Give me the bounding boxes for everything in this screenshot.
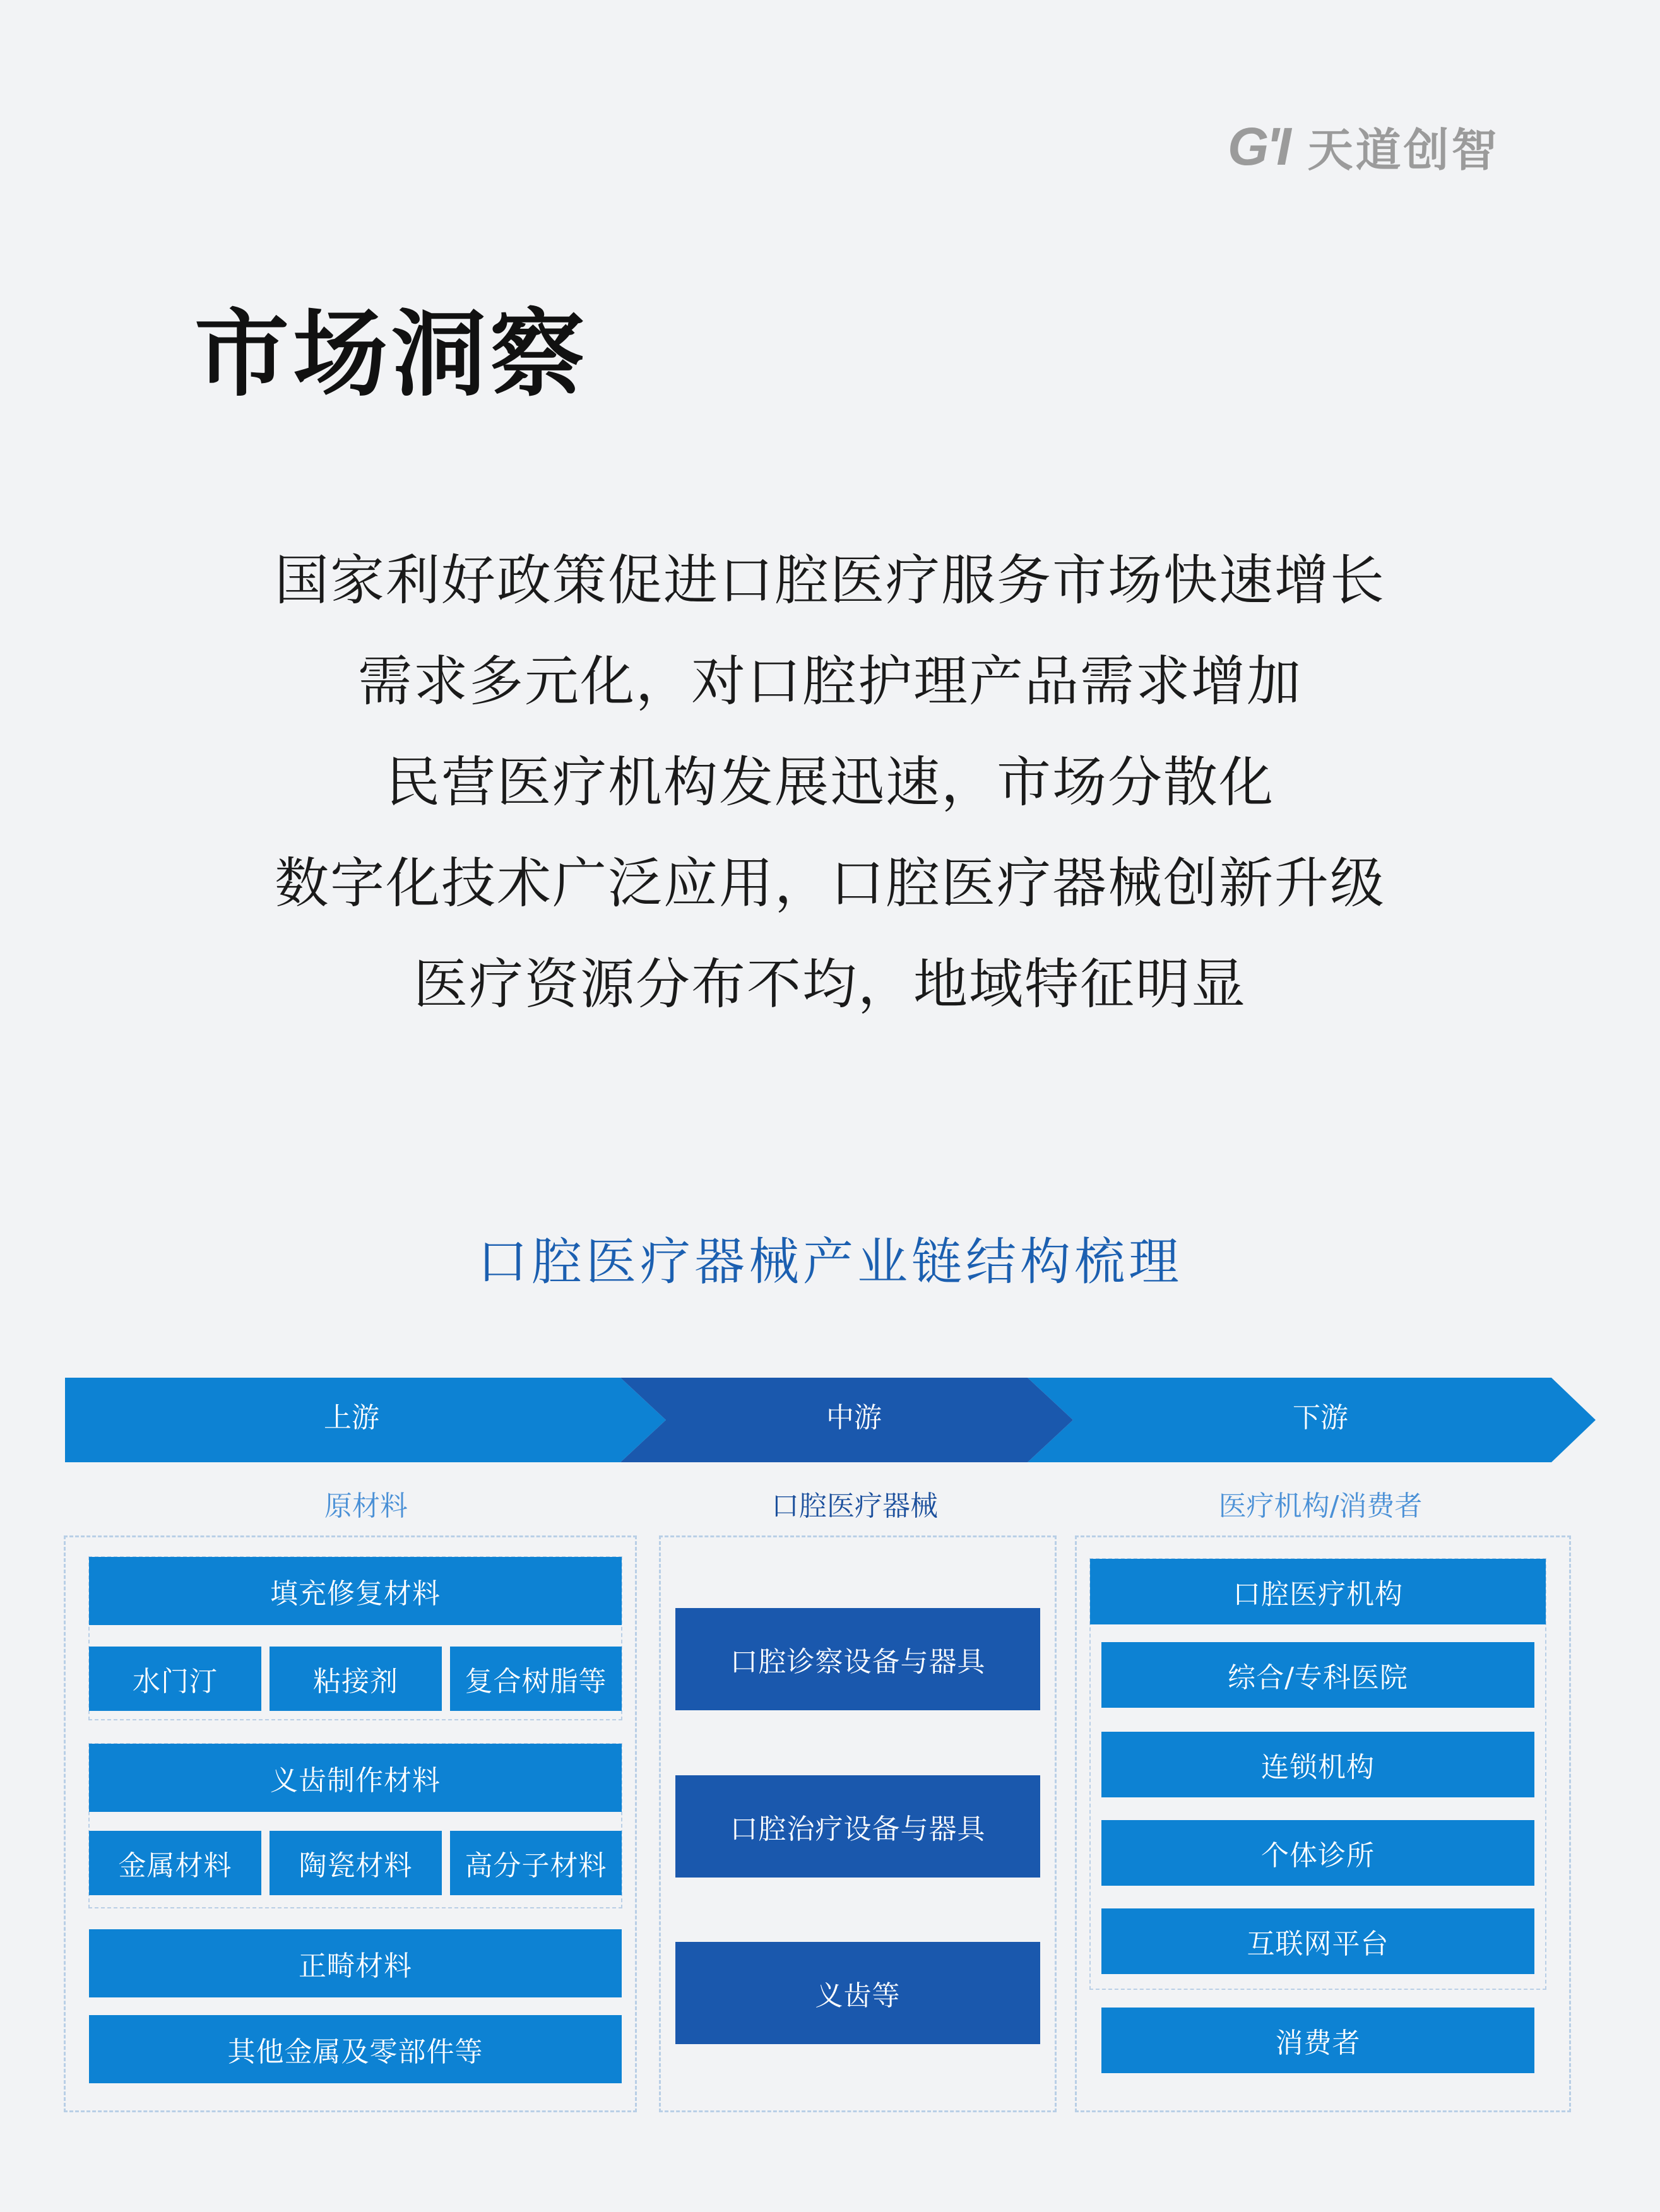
brand-name: 天道创智 (1307, 124, 1500, 177)
material-item: 粘接剂 (270, 1647, 442, 1711)
treatment-equipment-box: 口腔治疗设备与器具 (675, 1775, 1040, 1878)
dental-institutions-header: 口腔医疗机构 (1090, 1559, 1546, 1624)
page-title: 市场洞察 (194, 300, 589, 410)
stage-midstream: 中游 (826, 1402, 882, 1434)
insight-line: 数字化技术广泛应用，口腔医疗器械创新升级 (275, 852, 1385, 915)
denture-materials-header: 义齿制作材料 (89, 1744, 622, 1812)
material-item: 陶瓷材料 (270, 1831, 442, 1895)
other-metals-box: 其他金属及零部件等 (89, 2015, 622, 2083)
material-item: 高分子材料 (450, 1831, 622, 1895)
category-dental-devices: 口腔医疗器械 (771, 1490, 938, 1522)
institution-item: 连锁机构 (1101, 1732, 1534, 1797)
institution-item: 互联网平台 (1101, 1908, 1534, 1974)
insight-line: 国家利好政策促进口腔医疗服务市场快速增长 (275, 549, 1385, 612)
insight-line: 医疗资源分布不均，地域特征明显 (413, 953, 1247, 1016)
dentures-box: 义齿等 (675, 1942, 1040, 2044)
category-institutions-consumers: 医疗机构/消费者 (1218, 1490, 1423, 1522)
material-item: 复合树脂等 (450, 1647, 622, 1711)
stage-upstream: 上游 (324, 1402, 379, 1434)
brand-mark: G'I (1228, 116, 1289, 176)
stage-downstream: 下游 (1293, 1402, 1348, 1434)
insight-line: 民营医疗机构发展迅速，市场分散化 (386, 751, 1274, 814)
consumer-box: 消费者 (1101, 2008, 1534, 2073)
institution-item: 个体诊所 (1101, 1820, 1534, 1886)
orthodontic-materials-box: 正畸材料 (89, 1929, 622, 1997)
institution-item: 综合/专科医院 (1101, 1642, 1534, 1708)
diagram-title: 口腔医疗器械产业链结构梳理 (477, 1233, 1183, 1291)
brand-logo (1228, 114, 1500, 179)
filling-materials-header: 填充修复材料 (89, 1557, 622, 1625)
insights-list (0, 543, 1660, 1048)
category-raw-materials: 原材料 (324, 1490, 408, 1522)
material-item: 水门汀 (89, 1647, 261, 1711)
insight-line: 需求多元化，对口腔护理产品需求增加 (358, 650, 1302, 713)
diagnostic-equipment-box: 口腔诊察设备与器具 (675, 1608, 1040, 1710)
material-item: 金属材料 (89, 1831, 261, 1895)
